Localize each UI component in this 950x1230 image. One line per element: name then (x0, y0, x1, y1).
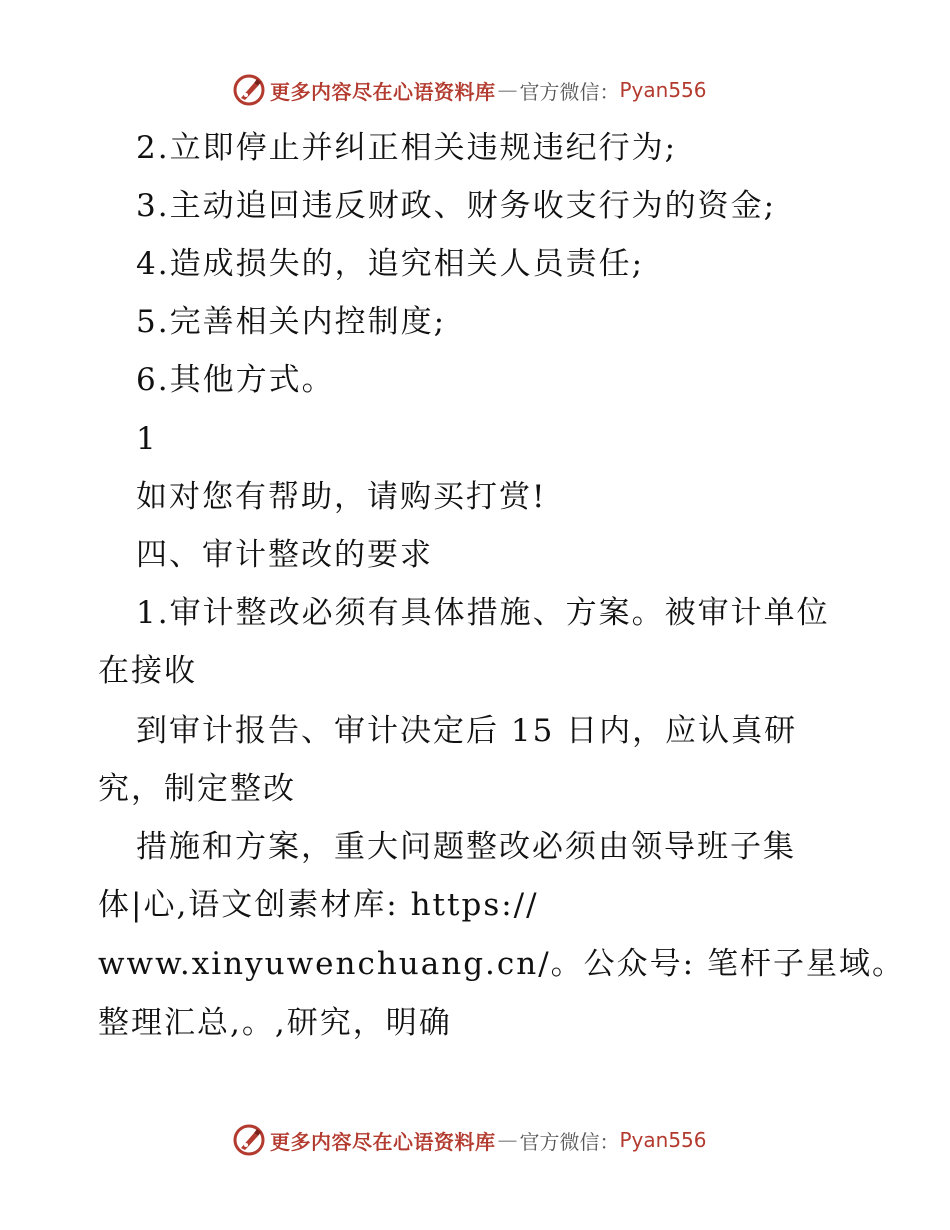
body-line: 如对您有帮助，请购买打赏! (136, 479, 547, 515)
body-line: 究，制定整改 (98, 771, 296, 807)
header-wechat-id: Pyan556 (619, 78, 707, 102)
header-wechat-label: 官方微信： (519, 79, 620, 104)
footer-wechat-label: 官方微信： (519, 1129, 620, 1154)
footer-dash: — (497, 1128, 518, 1152)
pen-logo-icon (232, 1123, 266, 1157)
body-line: 6.其他方式。 (136, 362, 335, 398)
page-number: 1 (136, 421, 158, 457)
header-banner (232, 72, 707, 108)
body-line: 4.造成损失的，追究相关人员责任; (136, 246, 645, 282)
header-brand-text: 更多内容尽在心语资料库 (270, 79, 496, 104)
body-line: 3.主动追回违反财政、财务收支行为的资金; (136, 188, 777, 224)
body-line: 5.完善相关内控制度; (136, 304, 447, 340)
body-line: www.xinyuwenchuang.cn/。公众号: 笔杆子星域。 (98, 946, 905, 982)
body-line: 1.审计整改必须有具体措施、方案。被审计单位 (136, 595, 830, 631)
body-line: 体|心,语文创素材库: https:// (98, 887, 539, 923)
pen-logo-icon (232, 73, 266, 107)
body-line: 在接收 (98, 653, 197, 689)
body-line: 到审计报告、审计决定后 15 日内，应认真研 (136, 713, 798, 749)
footer-wechat-id: Pyan556 (619, 1128, 707, 1152)
body-line: 整理汇总,。,研究，明确 (98, 1005, 452, 1041)
footer-banner (232, 1122, 707, 1158)
footer-brand-text: 更多内容尽在心语资料库 (270, 1129, 496, 1154)
section-heading: 四、审计整改的要求 (136, 537, 433, 573)
body-line: 2.立即停止并纠正相关违规违纪行为; (136, 130, 678, 166)
body-line: 措施和方案，重大问题整改必须由领导班子集 (136, 829, 796, 865)
header-dash: — (497, 78, 518, 102)
